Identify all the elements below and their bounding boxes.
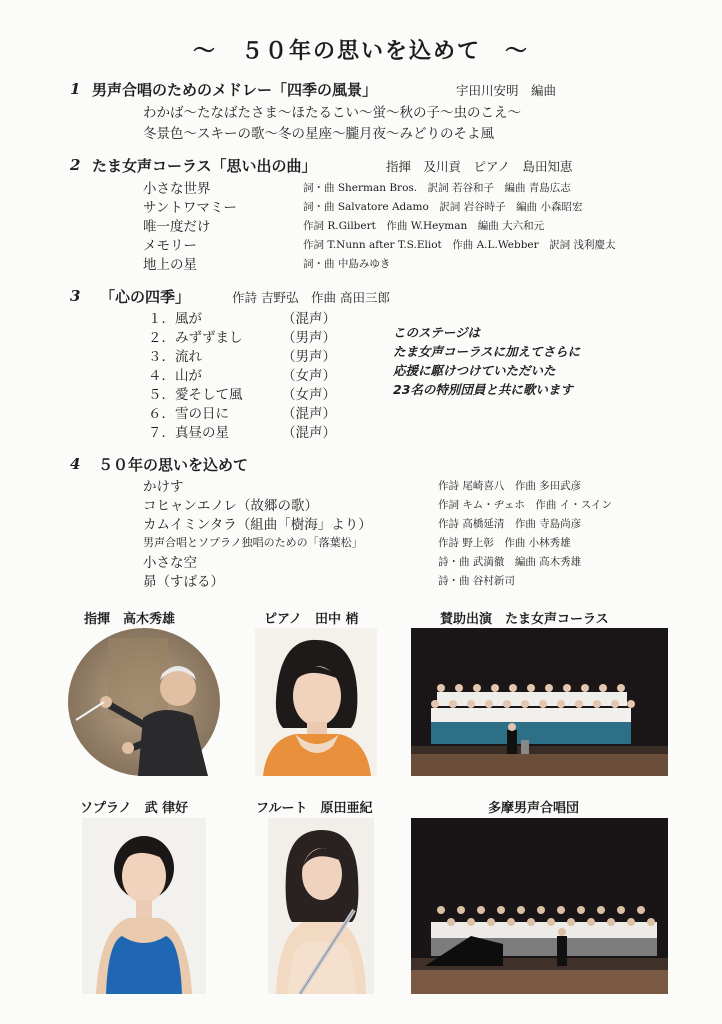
- flute-photo: [268, 818, 374, 994]
- piano-caption: ピアノ 田中 梢: [264, 612, 359, 627]
- section-2-title: たま女声コーラス「思い出の曲」: [92, 157, 317, 175]
- s2-song-title: 唯一度だけ: [143, 219, 211, 235]
- movement-voice: （男声）: [282, 330, 336, 346]
- conductor-photo: [68, 628, 220, 776]
- mens-choir-photo: [411, 818, 668, 994]
- s4-song-title: カムイミンタラ（組曲「樹海」より）: [143, 517, 372, 533]
- soprano-caption: ソプラノ 武 律好: [80, 801, 189, 816]
- s2-song-credit: 詞・曲 Salvatore Adamo 訳詞 岩谷時子 編曲 小森昭宏: [303, 201, 583, 213]
- s2-song-credit: 詞・曲 中島みゆき: [303, 258, 391, 270]
- section-4-title: ５０年の思いを込めて: [98, 456, 249, 474]
- piano-photo: [255, 628, 377, 776]
- s4-song-credit: 詩・曲 谷村新司: [438, 575, 515, 587]
- s4-song-title: かけす: [143, 479, 184, 495]
- s4-song-credit: 作詩 高橋延清 作曲 寺島尚彦: [438, 518, 582, 530]
- section-2-credit: 指揮 及川貢 ピアノ 島田知恵: [386, 159, 573, 174]
- section-4-number: 4: [70, 455, 81, 473]
- stage-note-line: たま女声コーラスに加えてさらに: [393, 344, 581, 359]
- guest-caption: 賛助出演 たま女声コーラス: [440, 612, 609, 627]
- movement-title: ６．雪の日に: [148, 406, 229, 422]
- choir-caption: 多摩男声合唱団: [488, 801, 580, 816]
- section-2-number: 2: [70, 156, 81, 174]
- s2-song-credit: 作詞 R.Gilbert 作曲 W.Heyman 編曲 大六和元: [303, 220, 545, 232]
- page-title: ～ ５０年の思いを込めて ～: [192, 39, 529, 64]
- s4-song-credit: 作詩 尾崎喜八 作曲 多田武彦: [438, 480, 582, 492]
- section-1-line-1: わかば～たなばたさま～ほたるこい～蛍～秋の子～虫のこえ～: [143, 105, 521, 121]
- section-1-credit: 宇田川安明 編曲: [456, 83, 557, 98]
- s4-song-title: コヒャンエノレ（故郷の歌）: [143, 498, 318, 514]
- stage-note-line: 23名の特別団員と共に歌います: [393, 382, 573, 397]
- s2-song-credit: 詞・曲 Sherman Bros. 訳詞 若谷和子 編曲 青島広志: [303, 182, 571, 194]
- section-1-title: 男声合唱のためのメドレー「四季の風景」: [92, 81, 378, 99]
- section-1-number: 1: [70, 80, 81, 98]
- s2-song-credit: 作詞 T.Nunn after T.S.Eliot 作曲 A.L.Webber 訳詞 浅利慶太: [303, 239, 616, 251]
- movement-voice: （混声）: [282, 425, 336, 441]
- s2-song-title: 小さな世界: [143, 181, 211, 197]
- movement-title: ２．みずずまし: [148, 330, 243, 346]
- conductor-caption: 指揮 高木秀雄: [84, 612, 176, 627]
- s2-song-title: メモリー: [143, 238, 197, 254]
- movement-title: ４．山が: [148, 368, 202, 384]
- stage-note-line: このステージは: [393, 325, 481, 340]
- s4-song-title: 昴（すばる）: [143, 574, 224, 590]
- s4-song-credit: 作詞 キム・ヂェホ 作曲 イ・スイン: [438, 499, 613, 511]
- stage-note-line: 応援に駆けつけていただいた: [393, 363, 556, 378]
- s4-song-credit: 作詩 野上彰 作曲 小林秀雄: [438, 537, 571, 549]
- movement-voice: （男声）: [282, 349, 336, 365]
- s4-song-title: 小さな空: [143, 555, 197, 571]
- section-3-number: 3: [70, 287, 81, 305]
- s4-song-title: 男声合唱とソプラノ独唱のための「落葉松」: [143, 536, 363, 549]
- stage-note: [393, 323, 580, 399]
- soprano-photo: [82, 818, 206, 994]
- guest-chorus-photo: [411, 628, 668, 776]
- s2-song-title: サントワマミー: [143, 200, 237, 216]
- section-3-title: 「心の四季」: [100, 288, 191, 306]
- movement-title: ５．愛そして風: [148, 387, 243, 403]
- s2-song-title: 地上の星: [143, 257, 197, 273]
- movement-title: １．風が: [148, 311, 202, 327]
- section-1-line-2: 冬景色～スキーの歌～冬の星座～朧月夜～みどりのそよ風: [143, 126, 494, 142]
- section-3-credit: 作詩 吉野弘 作曲 高田三郎: [232, 290, 390, 305]
- movement-voice: （混声）: [282, 311, 336, 327]
- s4-song-credit: 詩・曲 武満徹 編曲 高木秀雄: [438, 556, 582, 568]
- movement-voice: （女声）: [282, 387, 336, 403]
- movement-title: ７．真昼の星: [148, 425, 229, 441]
- movement-title: ３．流れ: [148, 349, 202, 365]
- flute-caption: フルート 原田亜紀: [256, 801, 373, 816]
- movement-voice: （混声）: [282, 406, 336, 422]
- movement-voice: （女声）: [282, 368, 336, 384]
